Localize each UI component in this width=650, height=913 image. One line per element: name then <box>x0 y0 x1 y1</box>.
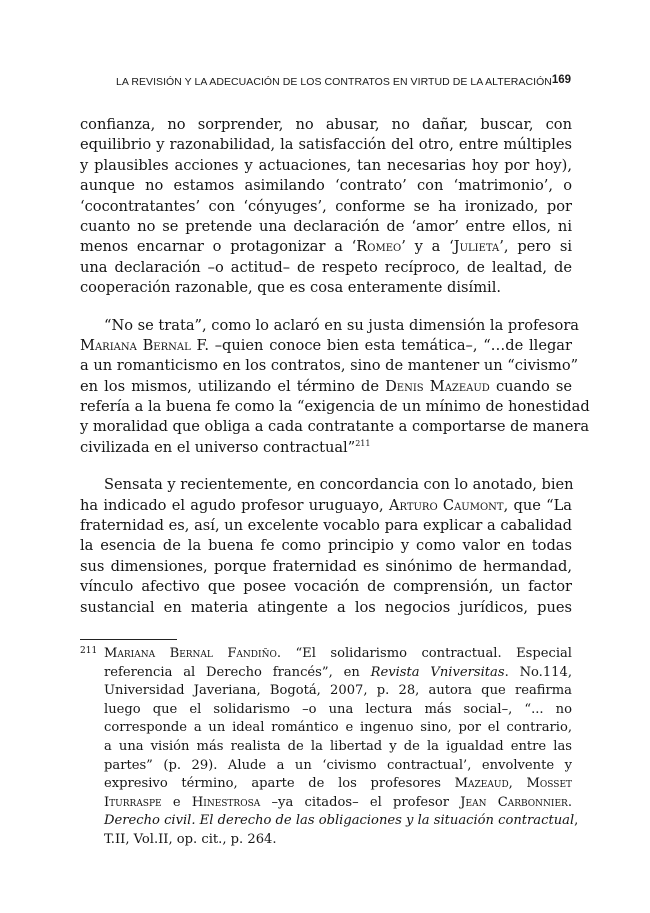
footnote-separator <box>80 639 177 640</box>
page-number: 169 <box>551 74 571 86</box>
text-run: expresivo término, aparte de los profesores <box>104 776 455 792</box>
footnote-line <box>104 775 572 794</box>
text-line: ‘cocontratantes’ con ‘cónyuges’, conforme se ha ironizado, por <box>80 197 572 215</box>
text-line <box>80 438 572 458</box>
text-line: y plausibles acciones y actuaciones, tan necesarias hoy por hoy), <box>80 156 572 174</box>
text-run: civilizada en el universo contractual” <box>80 438 356 456</box>
footnote-line <box>104 664 572 683</box>
author-name: Denis Mazeaud <box>385 377 490 395</box>
text-line: equilibrio y razonabilidad, la satisfacción del otro, entre múltiples <box>80 136 572 154</box>
text-run: referencia al Derecho francés”, en <box>104 664 371 680</box>
text-run: , <box>574 813 579 829</box>
running-header <box>116 74 571 92</box>
text-line: y moralidad que obliga a cada contratante a comportarse de manera <box>80 418 590 436</box>
paragraph-2 <box>80 316 590 459</box>
text-line: confianza, no sorprender, no abusar, no dañar, buscar, con <box>80 116 572 133</box>
text-run: , que “La <box>503 496 573 514</box>
footnote-text <box>104 645 579 850</box>
paragraph-3 <box>80 475 572 618</box>
text-run: e <box>161 794 192 810</box>
author-name: Arturo Caumont <box>388 496 504 514</box>
author-name: Hinestrosa <box>191 794 261 810</box>
footnote-line <box>104 645 572 664</box>
text-line: a un romanticismo en los contratos, sino de mantener un “civismo” <box>80 357 579 375</box>
footnote-reference[interactable]: 211 <box>355 438 371 448</box>
text-run: . No.114, <box>504 664 572 680</box>
text-run: . <box>567 794 572 810</box>
book-title: Derecho civil. El derecho de las obligaciones y la situación contractual <box>104 813 575 829</box>
footnote-line <box>104 794 572 813</box>
text-line: una declaración –o actitud– de respeto recíproco, de lealtad, de <box>80 258 572 276</box>
text-line: sustancial en materia atingente a los negocios jurídicos, pues <box>80 598 572 616</box>
text-line: sus dimensiones, porque fraternidad es sinónimo de hermandad, <box>80 557 572 575</box>
text-line: vínculo afectivo que posee vocación de comprensión, un factor <box>80 578 572 596</box>
text-run: –ya citados– el profesor <box>260 794 461 810</box>
author-name: Mariana Bernal Fandiño <box>104 646 277 661</box>
footnote-line: corresponde a un ideal romántico e ingenuo sino, por el contrario, <box>104 720 572 736</box>
author-name: Jean Carbonnier <box>460 794 568 810</box>
text-line: aunque no estamos asimilando ‘contrato’ con ‘matrimonio’, o <box>80 177 572 195</box>
footnote-line: partes” (p. 29). Alude a un ‘civismo contractual’, envolvente y <box>104 757 572 773</box>
character-name: Julieta <box>453 238 500 256</box>
footnote-line: luego que el solidarismo –o una lectura más social–, “... no <box>104 701 572 717</box>
main-text <box>80 115 590 618</box>
text-line: “No se trata”, como lo aclaró en su justa dimensión la profesora <box>104 316 580 334</box>
text-run: menos encarnar o protagonizar a ‘ <box>80 238 357 256</box>
text-line <box>80 336 572 356</box>
text-run: F. –quien conoce bien esta temática–, “…de llegar <box>190 336 572 354</box>
text-line: cooperación razonable, que es cosa enteramente disímil. <box>80 279 502 297</box>
text-line: refería a la buena fe como la “exigencia de un mínimo de honestidad <box>80 398 590 416</box>
footnote-line <box>104 812 579 831</box>
footnote-line: a una visión más realista de la libertad y de la igualdad entre las <box>104 738 572 754</box>
author-name: Mazeaud <box>454 776 509 792</box>
footnote-line: Universidad Javeriana, Bogotá, 2007, p. 28, autora que reafirma <box>104 683 572 699</box>
running-title: LA REVISIÓN Y LA ADECUACIÓN DE LOS CONTRATOS EN VIRTUD DE LA ALTERACIÓN <box>116 76 552 88</box>
text-line: cuanto no se pretende una declaración de ‘amor’ entre ellos, ni <box>80 217 572 235</box>
text-line <box>80 237 572 257</box>
author-name: Iturraspe <box>104 794 162 810</box>
character-name: Romeo <box>356 238 402 256</box>
footnote-number: 211 <box>80 646 98 656</box>
text-run: . “El solidarismo contractual. Especial <box>276 646 572 661</box>
text-line: la esencia de la buena fe como principio y como valor en todas <box>80 537 572 555</box>
text-run: ’ y a ‘ <box>401 238 454 256</box>
text-line: fraternidad es, así, un excelente vocablo para explicar a cabalidad <box>80 517 572 535</box>
journal-title: Revista Vniversitas <box>370 664 505 680</box>
paragraph-1 <box>80 115 572 299</box>
text-line <box>80 377 572 397</box>
text-run: en los mismos, utilizando el término de <box>80 377 386 395</box>
text-run: cuando se <box>489 377 572 395</box>
author-name: Mariana Bernal <box>80 336 191 354</box>
author-name: Mosset <box>526 776 573 792</box>
text-run: , <box>508 776 527 792</box>
text-run: ’, pero si <box>499 238 572 256</box>
text-line <box>80 496 572 516</box>
text-run: ha indicado el agudo profesor uruguayo, <box>80 496 389 514</box>
footnote-line: T.II, Vol.II, op. cit., p. 264. <box>104 831 277 847</box>
text-line: Sensata y recientemente, en concordancia con lo anotado, bien <box>104 476 574 494</box>
